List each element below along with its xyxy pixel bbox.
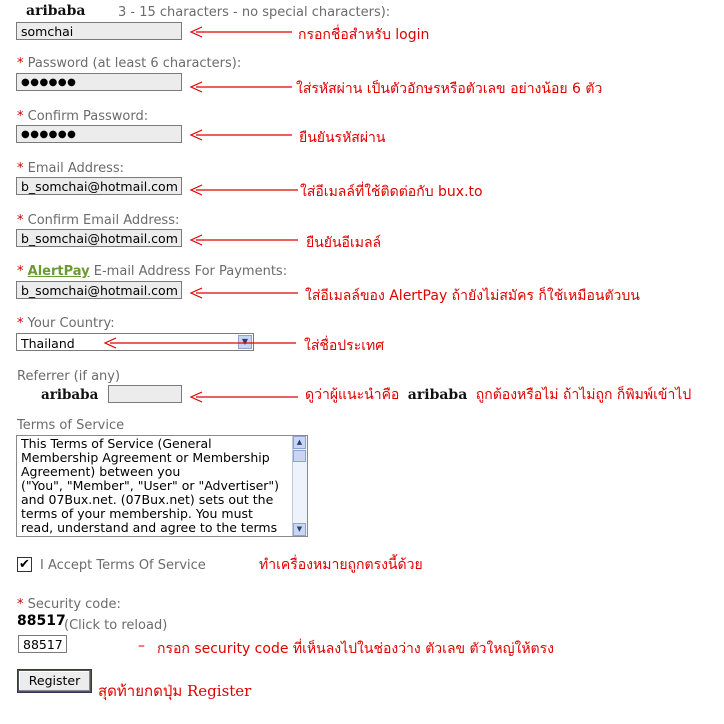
confirm-password-annotation: ยืนยันรหัสผ่าน <box>299 130 386 146</box>
accept-annotation: ทำเครื่องหมายถูกตรงนี้ด้วย <box>259 557 423 573</box>
email-input[interactable]: b_somchai@hotmail.com <box>16 177 182 195</box>
security-annotation: กรอก security code ที่เห็นลงไปในช่องว่าง ตัวเลข ตัวใหญ่ให้ตรง <box>157 641 555 657</box>
arrow-icon <box>188 286 300 300</box>
referrer-annotation-prefix: ดูว่าผู้แนะนำคือ <box>305 387 400 403</box>
register-button[interactable]: Register <box>18 670 91 692</box>
arrow-icon <box>188 25 294 39</box>
confirm-password-input[interactable]: ●●●●●● <box>16 125 182 143</box>
arrow-icon <box>188 80 294 94</box>
scroll-up-icon[interactable]: ▲ <box>293 436 306 449</box>
required-star: * <box>17 264 24 279</box>
arrow-icon <box>188 233 300 247</box>
security-label-text: Security code: <box>27 597 121 612</box>
scrollbar-thumb[interactable] <box>293 450 306 462</box>
tos-scrollbar[interactable] <box>292 436 307 536</box>
password-label <box>17 56 241 71</box>
username-annotation: กรอกชื่อสำหรับ login <box>298 27 430 43</box>
referrer-annotation-suffix: ถูกต้องหรือไม่ ถ้าไม่ถูก ก็พิมพ์เข้าไป <box>475 387 692 403</box>
email-label <box>17 161 124 176</box>
email-annotation: ใส่อีเมลล์ที่ใช้ติดต่อกับ bux.to <box>300 184 483 200</box>
confirm-email-label-text: Confirm Email Address: <box>27 213 180 228</box>
referrer-label: Referrer (if any) <box>17 369 121 384</box>
country-select-value: Thailand <box>21 336 75 351</box>
referrer-annotation-name: aribaba <box>407 387 468 403</box>
register-annotation: สุดท้ายกดปุ่ม Register <box>98 682 252 700</box>
reload-link[interactable]: (Click to reload) <box>64 618 168 633</box>
password-annotation: ใส่รหัสผ่าน เป็นตัวอักษรหรือตัวเลข อย่างน้อย 6 ตัว <box>296 81 603 97</box>
password-label-text: Password (at least 6 characters): <box>27 56 242 71</box>
confirm-email-annotation: ยืนยันอีเมลล์ <box>306 235 382 251</box>
security-dash: – <box>138 638 145 654</box>
country-annotation: ใส่ชื่อประเทศ <box>304 338 385 354</box>
required-star: * <box>17 213 24 228</box>
alertpay-email-input[interactable]: b_somchai@hotmail.com <box>16 281 182 299</box>
required-star: * <box>17 597 24 612</box>
accept-tos-label: I Accept Terms Of Service <box>40 558 206 573</box>
alertpay-label-text: E-mail Address For Payments: <box>93 264 288 279</box>
required-star: * <box>17 161 24 176</box>
username-heading: aribaba <box>26 3 86 19</box>
referrer-annotation <box>305 384 691 406</box>
required-star: * <box>17 56 24 71</box>
email-label-text: Email Address: <box>27 161 124 176</box>
arrow-icon <box>188 390 300 404</box>
arrow-icon <box>102 336 298 350</box>
alertpay-annotation: ใส่อีเมลล์ของ AlertPay ถ้ายังไม่สมัคร ก็ใช้เหมือนตัวบน <box>305 288 640 304</box>
password-input[interactable]: ●●●●●● <box>16 73 182 91</box>
confirm-password-label <box>17 109 148 124</box>
confirm-email-label <box>17 213 179 228</box>
alertpay-label <box>17 264 287 279</box>
country-label-text: Your Country: <box>27 316 115 331</box>
scroll-down-icon[interactable]: ▼ <box>293 523 306 536</box>
required-star: * <box>17 109 24 124</box>
tos-line: Agreement) between you <box>21 464 181 479</box>
username-input[interactable]: somchai <box>16 22 182 40</box>
accept-tos-checkbox[interactable]: ✔ <box>17 557 32 572</box>
alertpay-link[interactable]: AlertPay <box>27 264 90 279</box>
required-star: * <box>17 316 24 331</box>
referrer-value: aribaba <box>41 387 99 403</box>
chevron-down-icon[interactable]: ▼ <box>238 335 252 349</box>
referrer-input[interactable] <box>108 385 182 403</box>
arrow-icon <box>188 128 294 142</box>
tos-line: and 07Bux.net. (07Bux.net) sets out the <box>21 492 274 507</box>
tos-line: read, understand and agree to the terms <box>21 520 278 535</box>
arrow-icon <box>188 183 300 197</box>
tos-line: This Terms of Service (General <box>21 436 212 451</box>
tos-line: terms of your membership. You must <box>21 506 253 521</box>
confirm-password-label-text: Confirm Password: <box>27 109 149 124</box>
tos-textarea[interactable] <box>16 435 308 537</box>
tos-line: ("You", "Member", "User" or "Advertiser") <box>21 478 280 493</box>
tos-line: Membership Agreement or Membership <box>21 450 270 465</box>
security-code-input[interactable]: 88517 <box>18 635 67 653</box>
security-label <box>17 597 121 612</box>
security-code-image[interactable]: 88517 <box>17 613 66 629</box>
username-hint: 3 - 15 characters - no special characters): <box>118 5 391 20</box>
confirm-email-input[interactable]: b_somchai@hotmail.com <box>16 229 182 247</box>
tos-label: Terms of Service <box>17 418 125 433</box>
country-label <box>17 316 115 331</box>
